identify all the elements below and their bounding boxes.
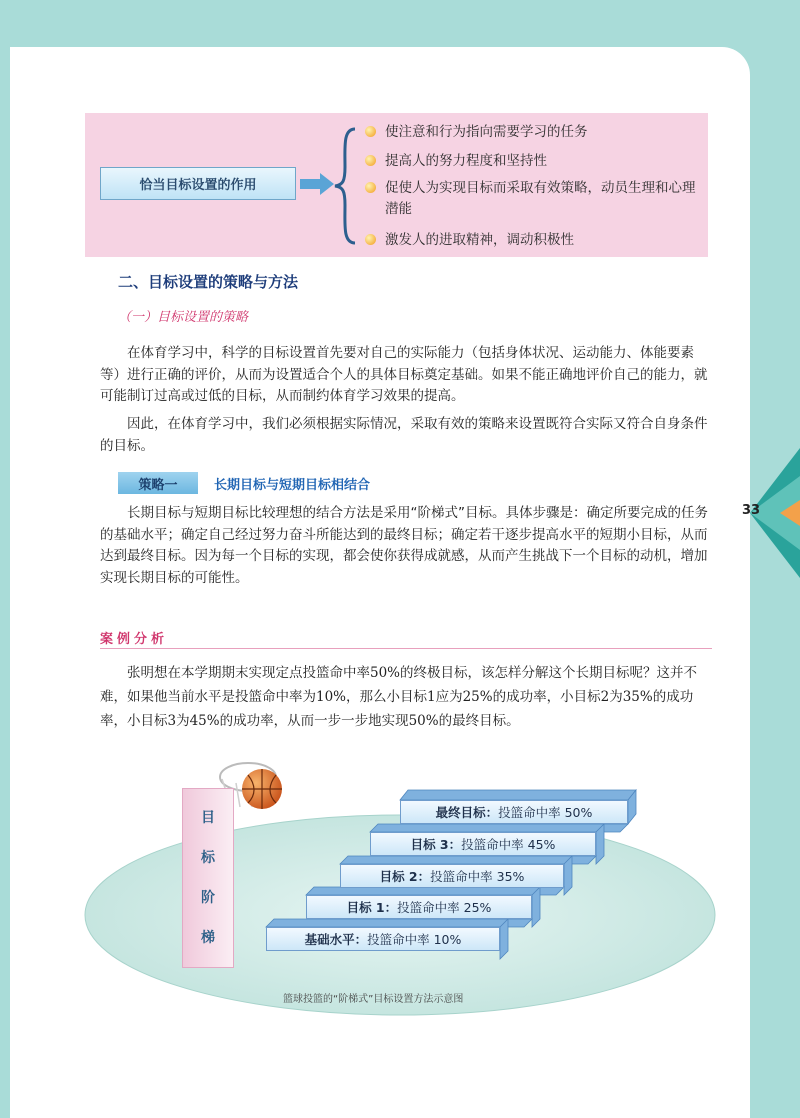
step-label: 基础水平： [304,932,368,947]
list-item [365,230,574,251]
brace-icon [333,127,359,245]
step-label: 目标 3： [410,837,462,852]
ladder-step-base [266,927,500,951]
figure-caption: 篮球投篮的“阶梯式”目标设置方法示意图 [283,994,464,1005]
list-item-text: 提高人的努力程度和坚持性 [385,153,547,169]
strategy-badge: 策略一 [118,472,198,494]
step-text: 投篮命中率 50% [498,805,593,820]
subsection-title: （一）目标设置的策略 [118,310,249,325]
section-title: 二、目标设置的策略与方法 [118,273,299,291]
vertical-title-box [182,788,234,968]
ladder-step-1 [306,895,532,919]
ladder-step-final [400,800,628,824]
list-item [365,178,705,220]
page-number: 33 [741,503,761,518]
step-label: 目标 2： [379,869,431,884]
step-text: 投篮命中率 45% [461,837,556,852]
step-text: 投篮命中率 35% [430,869,525,884]
step-text: 投篮命中率 25% [397,900,492,915]
bullet-dot-icon [365,155,376,166]
list-item-text: 激发人的进取精神，调动积极性 [385,232,574,248]
case-heading: 案例分析 [100,632,169,647]
bullet-dot-icon [365,182,376,193]
list-item [365,122,588,143]
list-item [365,151,547,172]
vertical-title-char: 梯 [201,930,215,946]
step-label: 目标 1： [346,900,398,915]
bullet-dot-icon [365,234,376,245]
case-paragraph: 张明想在本学期期末实现定点投篮命中率50%的终极目标，该怎样分解这个长期目标呢？这并不难，如果他当前水平是投篮命中率为10%，那么小目标1应为25%的成功率，小目标2为35%的成功率，小目标3为45%的成功率，从而一步一步地实现50%的最终目标。 [100,665,698,729]
strategy-title: 长期目标与短期目标相结合 [214,478,371,493]
arrow-right-icon [300,173,334,195]
vertical-title-char: 标 [201,850,215,866]
concept-title: 恰当目标设置的作用 [100,167,296,200]
list-item-text: 使注意和行为指向需要学习的任务 [385,124,588,140]
paragraph-2: 因此，在体育学习中，我们必须根据实际情况，采取有效的策略来设置既符合实际又符合自身条件的目标。 [100,416,708,454]
vertical-title-char: 阶 [201,890,215,906]
ladder-step-2 [340,864,564,888]
list-item-text: 促使人为实现目标而采取有效策略，动员生理和心理潜能 [385,180,696,217]
strategy-paragraph: 长期目标与短期目标比较理想的结合方法是采用“阶梯式”目标。具体步骤是：确定所要完成的任务的基础水平；确定自己经过努力奋斗所能达到的最终目标；确定若干逐步提高水平的短期小目标，从而达到最终目标。因为每一个目标的实现，都会使你获得成就感，从而产生挑战下一个目标的动机，增加实现长期目标的可能性。 [100,505,708,586]
bullet-dot-icon [365,126,376,137]
basketball-icon [242,769,282,809]
step-label: 最终目标： [435,805,499,820]
ladder-step-3 [370,832,596,856]
vertical-title-char: 目 [201,810,215,826]
case-divider [100,648,712,649]
goal-ladder-figure [80,755,720,1025]
step-text: 投篮命中率 10% [367,932,462,947]
paragraph-1: 在体育学习中，科学的目标设置首先要对自己的实际能力（包括身体状况、运动能力、体能要素等）进行正确的评价，从而为设置适合个人的具体目标奠定基础。如果不能正确地评价自己的能力，就可能制订过高或过低的目标，从而制约体育学习效果的提高。 [100,345,708,404]
